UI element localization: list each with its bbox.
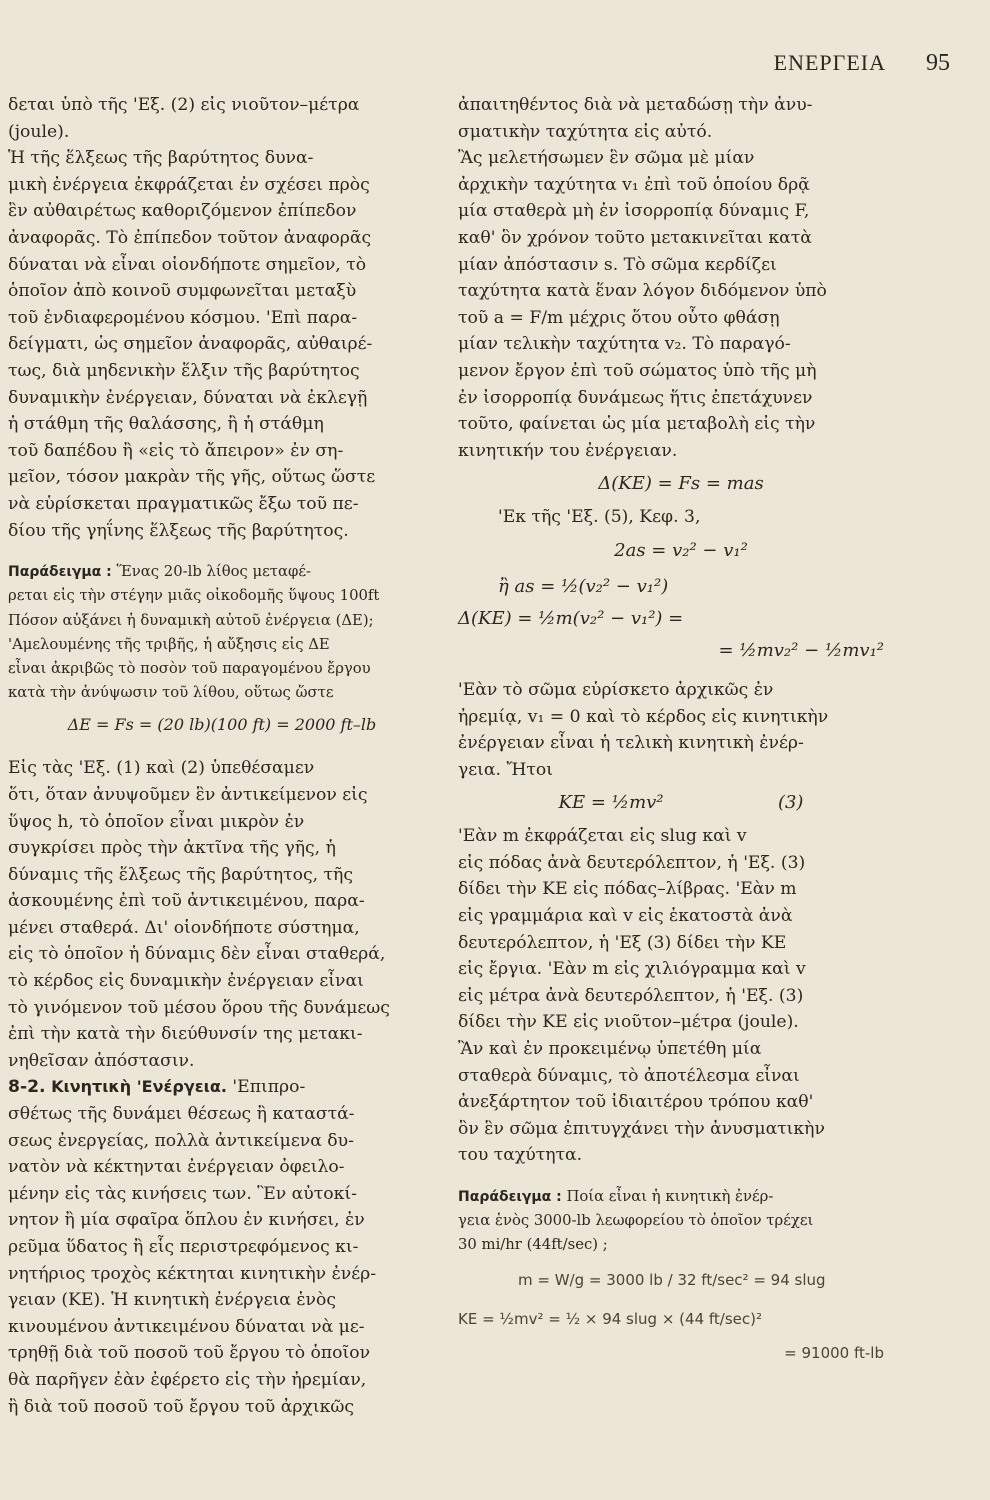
text-line: του ταχύτητα.: [458, 1145, 583, 1166]
text-line: δίδει τὴν ΚΕ εἰς νιοῦτον–μέτρα (joule).: [458, 1012, 799, 1033]
text-line: ἀνεξάρτητον τοῦ ἰδιαιτέρου τρόπου καθ': [458, 1092, 814, 1113]
example-first-line: [458, 1185, 904, 1209]
text-line: νὰ εὑρίσκεται πραγματικῶς ἔξω τοῦ πε-: [8, 493, 359, 514]
text-line: μία σταθερὰ μὴ ἐν ἰσορροπίᾳ δύναμις F,: [458, 201, 810, 222]
text-line: 30 mi/hr (44ft/sec) ;: [458, 1236, 608, 1254]
text-line: σταθερὰ δύναμις, τὸ ἀποτέλεσμα εἶναι: [458, 1065, 800, 1086]
text-line: ὁποῖον ἀπὸ κοινοῦ συμφωνεῖται μεταξὺ: [8, 281, 357, 302]
text-line: Ποία εἶναι ἡ κινητικὴ ἐνέρ-: [566, 1188, 774, 1205]
text-line: μενον ἔργον ἐπὶ τοῦ σώματος ὑπὸ τῆς μὴ: [458, 360, 817, 381]
text-line: ἐπὶ τὴν κατὰ τὴν διεύθυνσίν της μετακι-: [8, 1024, 363, 1045]
paragraph: [458, 677, 904, 783]
text-line: νηθεῖσαν ἀπόστασιν.: [8, 1050, 195, 1071]
text-line: 'Εκ τῆς 'Εξ. (5), Κεφ. 3,: [498, 507, 701, 528]
example-formula: ΔΕ = Fs = (20 lb)(100 ft) = 2000 ft–lb: [67, 715, 377, 735]
text-line: ὃν ἓν σῶμα ἐπιτυγχάνει τὴν ἀνυσματικὴν: [458, 1118, 825, 1139]
example-title: Παράδειγμα :: [458, 1189, 562, 1205]
text-line: τοῦ a = F/m μέχρις ὅτου οὗτο φθάσῃ: [458, 307, 780, 328]
equation: = ½mv₂² − ½mv₁²: [718, 639, 884, 661]
paragraph: [8, 145, 436, 544]
section-number: 8-2.: [8, 1077, 46, 1098]
text-line: δυναμικὴν ἐνέργειαν, δύναται νὰ ἐκλεγῇ: [8, 387, 368, 408]
right-column: [458, 92, 904, 1370]
text-line: συγκρίσει πρὸς τὴν ἀκτῖνα τῆς γῆς, ἡ: [8, 838, 336, 859]
equation: Δ(ΚΕ) = ½m(v₂² − v₁²) =: [458, 607, 684, 629]
text-line: Πόσον αὐξάνει ἡ δυναμικὴ αὐτοῦ ἐνέργεια (ΔΕ);: [8, 611, 374, 629]
text-line: εἰς πόδας ἀνὰ δευτερόλεπτον, ἡ 'Εξ. (3): [458, 852, 806, 873]
example-formula: m = W/g = 3000 lb / 32 ft/sec² = 94 slug: [518, 1270, 826, 1289]
text-line: ρεῦμα ὕδατος ἢ εἷς περιστρεφόμενος κι-: [8, 1237, 359, 1257]
text-line: τρηθῇ διὰ τοῦ ποσοῦ τοῦ ἔργου τὸ ὁποῖον: [8, 1343, 371, 1364]
text-line: ἡ στάθμη τῆς θαλάσσης, ἢ ἡ στάθμη: [8, 414, 324, 435]
text-line: (joule).: [8, 121, 70, 142]
text-line: μένην εἰς τὰς κινήσεις των. Ἓν αὐτοκί-: [8, 1183, 357, 1204]
text-line: ἐνέργειαν εἶναι ἡ τελικὴ κινητικὴ ἐνέρ-: [458, 733, 804, 754]
paragraph: [458, 92, 904, 145]
text-line: νητον ἢ μία σφαῖρα ὅπλου ἐν κινήσει, ἐν: [8, 1210, 365, 1231]
text-line: σθέτως τῆς δυνάμει θέσεως ἢ καταστά-: [8, 1104, 355, 1125]
paragraph: [458, 145, 904, 464]
example-formula: ΚΕ = ½mv² = ½ × 94 slug × (44 ft/sec)²: [458, 1309, 762, 1328]
text-line: ὕψος h, τὸ ὁποῖον εἶναι μικρὸν ἐν: [8, 811, 305, 832]
text-line: κινουμένου ἀντικειμένου δύναται νὰ με-: [8, 1316, 365, 1337]
paragraph: [458, 1036, 904, 1169]
example-box: [8, 560, 436, 745]
example-first-line: [8, 560, 436, 584]
text-line: Ἕνας 20-lb λίθος μεταφέ-: [116, 563, 311, 581]
text-line: μικὴ ἐνέργεια ἐκφράζεται ἐν σχέσει πρὸς: [8, 174, 370, 195]
text-line: θὰ παρῆγεν ἐὰν ἐφέρετο εἰς τὴν ἠρεμίαν,: [8, 1369, 367, 1390]
paragraph: [458, 823, 904, 1036]
page-number: 95: [926, 50, 950, 76]
text-line: δίου τῆς γηΐνης ἕλξεως τῆς βαρύτητος.: [8, 520, 349, 541]
text-line: ἢ διὰ τοῦ ποσοῦ τοῦ ἔργου τοῦ ἀρχικῶς: [8, 1396, 354, 1417]
text-line: δευτερόλεπτον, ἡ 'Εξ (3) δίδει τὴν ΚΕ: [458, 932, 787, 953]
text-line: δίδει τὴν ΚΕ εἰς πόδας–λίβρας. 'Εὰν m: [458, 879, 797, 900]
text-line: τὸ κέρδος εἰς δυναμικὴν ἐνέργειαν εἶναι: [8, 971, 364, 992]
text-line: ὅτι, ὅταν ἀνυψοῦμεν ἓν ἀντικείμενον εἰς: [8, 784, 368, 805]
text-line: εἶναι ἀκριβῶς τὸ ποσὸν τοῦ παραγομένου ἔργου: [8, 659, 371, 677]
paragraph: [8, 92, 436, 145]
section-8-2: [8, 1074, 436, 1420]
equation: Δ(ΚΕ) = Fs = mas: [598, 473, 764, 495]
text-line: ἐν ἰσορροπίᾳ δυνάμεως ἥτις ἐπετάχυνεν: [458, 387, 813, 408]
text-line: γεια. Ἤτοι: [458, 759, 553, 780]
text-line: μεῖον, τόσον μακρὰν τῆς γῆς, οὕτως ὥστε: [8, 467, 376, 488]
text-line: δείγματι, ὡς σημεῖον ἀναφορᾶς, αὐθαιρέ-: [8, 334, 373, 355]
text-line: σεως ἐνεργείας, πολλὰ ἀντικείμενα δυ-: [8, 1130, 354, 1151]
equation: 2as = v₂² − v₁²: [614, 539, 748, 561]
text-line: τως, διὰ μηδενικὴν ἕλξιν τῆς βαρύτητος: [8, 360, 360, 381]
text-line: ἀρχικὴν ταχύτητα v₁ ἐπὶ τοῦ ὁποίου δρᾷ: [458, 174, 810, 195]
text-line: Ἂν καὶ ἐν προκειμένῳ ὑπετέθη μία: [458, 1039, 762, 1060]
text-line: δύναμις τῆς ἕλξεως τῆς βαρύτητος, τῆς: [8, 864, 353, 885]
running-head: ΕΝΕΡΓΕΙΑ: [773, 50, 886, 75]
text-line: δύναται νὰ εἶναι οἱονδήποτε σημεῖον, τὸ: [8, 254, 367, 275]
text-line: καθ' ὃν χρόνον τοῦτο μετακινεῖται κατὰ: [458, 227, 812, 248]
text-line: 'Εὰν τὸ σῶμα εὑρίσκετο ἀρχικῶς ἐν: [458, 679, 774, 700]
text-line: ἀσκουμένης ἐπὶ τοῦ ἀντικειμένου, παρα-: [8, 891, 365, 912]
example-box: [458, 1185, 904, 1370]
text-line: Εἰς τὰς 'Εξ. (1) καὶ (2) ὑπεθέσαμεν: [8, 758, 315, 779]
text-line: μίαν ἀπόστασιν s. Τὸ σῶμα κερδίζει: [458, 254, 777, 275]
left-column: [8, 92, 436, 1420]
text-line: γειαν (ΚΕ). Ἡ κινητικὴ ἐνέργεια ἑνὸς: [8, 1290, 336, 1311]
equation-3: ΚΕ = ½mv² (3): [558, 792, 804, 814]
text-line: εἰς τὸ ὁποῖον ἡ δύναμις δὲν εἶναι σταθερά,: [8, 944, 386, 965]
text-line: εἰς γραμμάρια καὶ v εἰς ἑκατοστὰ ἀνὰ: [458, 906, 793, 927]
text-line: ρεται εἰς τὴν στέγην μιᾶς οἰκοδομῆς ὕψους 100ft: [8, 587, 380, 605]
text-line: 'Αμελουμένης τῆς τριβῆς, ἡ αὔξησις εἰς ΔΕ: [8, 635, 330, 653]
text-line: μίαν τελικὴν ταχύτητα v₂. Τὸ παραγό-: [458, 334, 791, 355]
text-line: νητήριος τροχὸς κέκτηται κινητικὴν ἐνέρ-: [8, 1263, 377, 1284]
section-heading-line: [8, 1074, 436, 1101]
equation: ἢ as = ½(v₂² − v₁²): [498, 575, 669, 597]
text-line: 'Εὰν m ἐκφράζεται εἰς slug καὶ v: [458, 826, 747, 847]
text-line: ἀπαιτηθέντος διὰ νὰ μεταδώσῃ τὴν ἀνυ-: [458, 95, 813, 115]
text-line: κατὰ τὴν ἀνύψωσιν τοῦ λίθου, οὕτως ὥστε: [8, 684, 334, 702]
text-line: γεια ἑνὸς 3000-lb λεωφορείου τὸ ὁποῖον τρέχει: [458, 1212, 814, 1230]
text-line: εἰς ἔργια. 'Εὰν m εἰς χιλιόγραμμα καὶ v: [458, 959, 806, 980]
text-line: Ἡ τῆς ἕλξεως τῆς βαρύτητος δυνα-: [8, 148, 314, 169]
text-line: εἰς μέτρα ἀνὰ δευτερόλεπτον, ἡ 'Εξ. (3): [458, 985, 804, 1006]
text-line: σματικὴν ταχύτητα εἰς αὐτό.: [458, 121, 713, 142]
text-line: Ἂς μελετήσωμεν ἓν σῶμα μὲ μίαν: [458, 148, 755, 169]
page-header: [650, 50, 950, 86]
text-line: τὸ γινόμενον τοῦ μέσου ὅρου τῆς δυνάμεως: [8, 997, 390, 1018]
text-line: μένει σταθερά. Δι' οἱονδήποτε σύστημα,: [8, 917, 360, 938]
example-title: Παράδειγμα :: [8, 564, 112, 581]
paragraph: [8, 755, 436, 1074]
text-line: νατὸν νὰ κέκτηνται ἐνέργειαν ὀφειλο-: [8, 1157, 345, 1178]
text-line: δεται ὑπὸ τῆς 'Εξ. (2) εἰς νιοῦτον–μέτρα: [8, 95, 360, 115]
text-line: τοῦ δαπέδου ἢ «εἰς τὸ ἄπειρον» ἐν ση-: [8, 440, 344, 461]
section-title: Κινητικὴ 'Ενέργεια.: [51, 1077, 227, 1097]
text-line: ταχύτητα κατὰ ἕναν λόγον διδόμενον ὑπὸ: [458, 281, 827, 302]
text-line: ἀναφορᾶς. Τὸ ἐπίπεδον τοῦτον ἀναφορᾶς: [8, 227, 372, 248]
text-line: τοῦτο, φαίνεται ὡς μία μεταβολὴ εἰς τὴν: [458, 414, 816, 435]
text-line: ἓν αὐθαιρέτως καθοριζόμενον ἐπίπεδον: [8, 201, 357, 222]
text-line: τοῦ ἐνδιαφερομένου κόσμου. 'Επὶ παρα-: [8, 307, 358, 328]
example-formula: = 91000 ft-lb: [784, 1343, 884, 1362]
text-line: ἠρεμίᾳ, v₁ = 0 καὶ τὸ κέρδος εἰς κινητικὴν: [458, 706, 829, 727]
text-line: κινητικήν του ἐνέργειαν.: [458, 440, 678, 461]
text-line: 'Επιπρο-: [232, 1077, 306, 1098]
